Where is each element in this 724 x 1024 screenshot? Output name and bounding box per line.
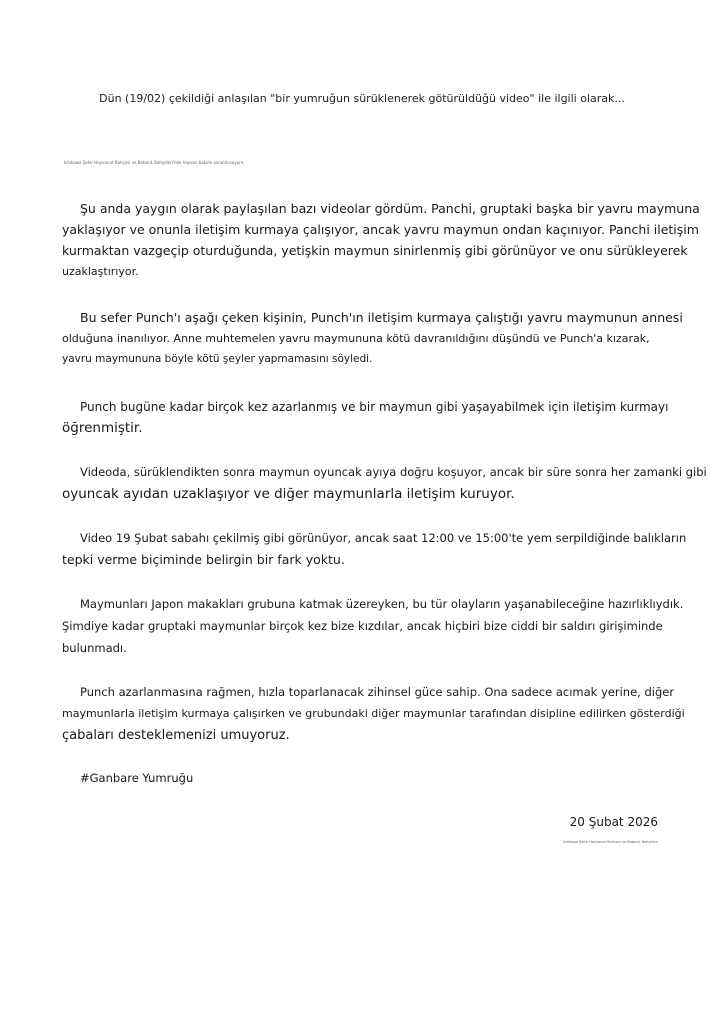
paragraph-line: Maymunları Japon makakları grubuna katmak üzereyken, bu tür olayların yaşanabileceğine hazırlıklıydık. <box>80 597 684 611</box>
signature-note: Ichikawa Şehir Hayvanat Bahçesi ve Botanik Bahçeleri <box>562 840 658 844</box>
paragraph-line: uzaklaştırıyor. <box>62 265 139 278</box>
paragraph-line: oyuncak ayıdan uzaklaşıyor ve diğer maymunlarla iletişim kuruyor. <box>62 486 515 502</box>
paragraph-5 <box>62 527 687 571</box>
paragraph-line: Bu sefer Punch'ı aşağı çeken kişinin, Punch'ın iletişim kurmaya çalıştığı yavru maymunun annesi <box>80 310 683 325</box>
author-note: Ichikawa Şehir Hayvanat Bahçesi ve Botanik Bahçeleri'nde hayvan bakımı sorumlusuyum. <box>64 160 245 165</box>
paragraph-line: Video 19 Şubat sabahı çekilmiş gibi görünüyor, ancak saat 12:00 ve 15:00'te yem serpildiğinde balıkların <box>80 531 687 545</box>
paragraph-line: bulunmadı. <box>62 641 127 655</box>
paragraph-line: maymunlarla iletişim kurmaya çalışırken ve grubundaki diğer maymunlar tarafından disipline edilirken gösterdiği <box>62 707 685 720</box>
paragraph-line: çabaları desteklemenizi umuyoruz. <box>62 728 290 743</box>
document-date: 20 Şubat 2026 <box>569 815 658 829</box>
paragraph-line: yaklaşıyor ve onunla iletişim kurmaya çalışıyor, ancak yavru maymun ondan kaçınıyor. Panchi iletişim <box>62 222 699 237</box>
paragraph-line: öğrenmiştir. <box>62 420 143 436</box>
hashtag: #Ganbare Yumruğu <box>80 771 194 785</box>
paragraph-4 <box>62 461 707 505</box>
paragraph-line: Punch bugüne kadar birçok kez azarlanmış ve bir maymun gibi yaşayabilmek için iletişim kurmayı <box>80 400 669 414</box>
paragraph-7 <box>62 681 685 747</box>
paragraph-line: kurmaktan vazgeçip oturduğunda, yetişkin maymun sinirlenmiş gibi görünüyor ve onu sürükleyerek <box>62 243 688 258</box>
paragraph-1 <box>62 198 700 282</box>
paragraph-3 <box>62 397 669 439</box>
paragraph-line: olduğuna inanılıyor. Anne muhtemelen yavru maymununa kötü davranıldığını düşündü ve Punch'a kızarak, <box>62 332 650 345</box>
paragraph-6 <box>62 593 684 659</box>
paragraph-line: Şu anda yaygın olarak paylaşılan bazı videolar gördüm. Panchi, gruptaki başka bir yavru maymuna <box>80 201 700 216</box>
paragraph-line: tepki verme biçiminde belirgin bir fark yoktu. <box>62 552 345 567</box>
paragraph-line: Videoda, sürüklendikten sonra maymun oyuncak ayıya doğru koşuyor, ancak bir süre sonra her zamanki gibi <box>80 465 707 479</box>
paragraph-line: Şimdiye kadar gruptaki maymunlar birçok kez bize kızdılar, ancak hiçbiri bize ciddi bir saldırı girişiminde <box>62 619 663 633</box>
document-header: Dün (19/02) çekildiği anlaşılan "bir yumruğun sürüklenerek götürüldüğü video" ile ilgili olarak... <box>99 92 625 105</box>
paragraph-line: yavru maymununa böyle kötü şeyler yapmamasını söyledi. <box>62 353 373 365</box>
paragraph-2 <box>62 307 683 370</box>
paragraph-line: Punch azarlanmasına rağmen, hızla toparlanacak zihinsel güce sahip. Ona sadece acımak yerine, diğer <box>80 685 675 699</box>
